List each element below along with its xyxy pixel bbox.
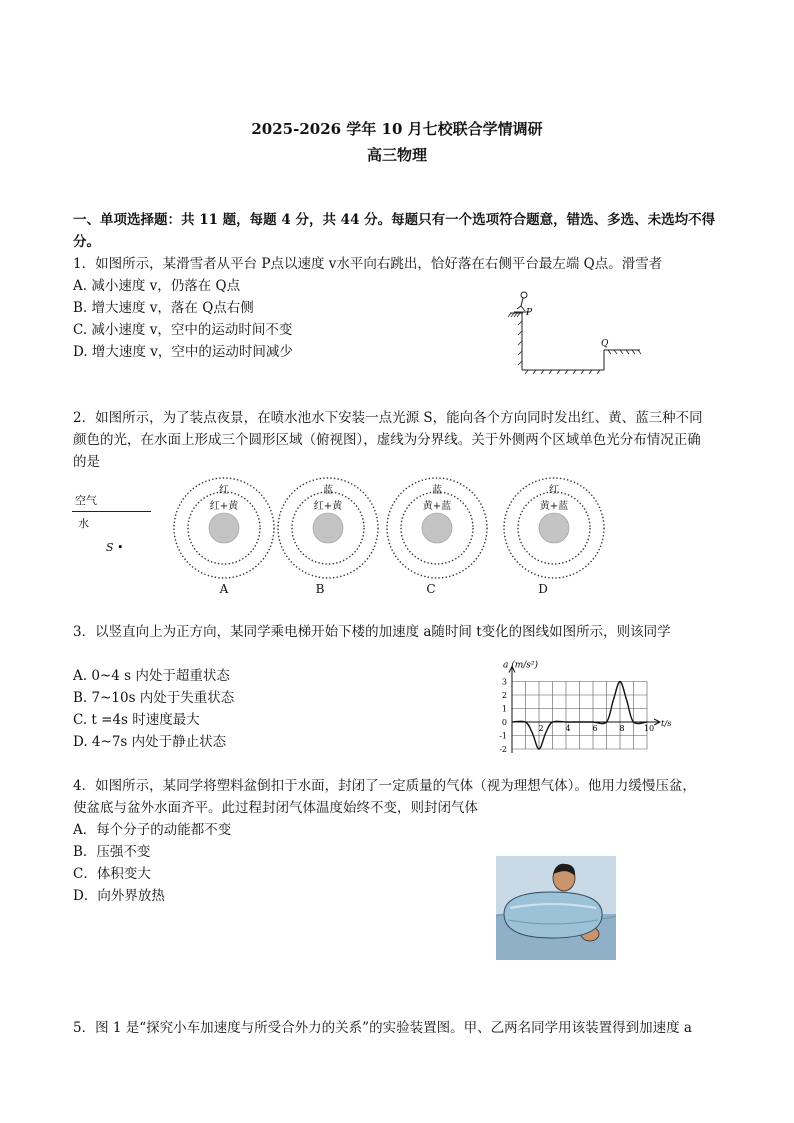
y-tick-label: 1 (501, 704, 507, 714)
acceleration-time-chart (490, 648, 680, 758)
q3-option-d: D. 4~7s 内处于静止状态 (73, 734, 227, 750)
q1-option-d: D. 增大速度 v，空中的运动时间减少 (73, 344, 293, 360)
y-tick-label: 3 (501, 677, 507, 687)
inner-ring-label: 黄+蓝 (422, 501, 452, 512)
q1-platform-diagram (500, 285, 650, 380)
section-heading-line1: 一、单项选择题：共 11 题，每题 4 分，共 44 分。每题只有一个选项符合题意，错选、多选、未选均不得 (73, 212, 716, 228)
x-tick-label: 4 (565, 724, 571, 733)
q3-option-a: A. 0~4 s 内处于超重状态 (73, 668, 230, 684)
inner-ring-label: 红+黄 (313, 501, 343, 512)
x-axis-label: t/s (661, 719, 672, 729)
inner-ring-label: 黄+蓝 (539, 501, 569, 512)
x-tick-label: 2 (538, 724, 544, 733)
label-p: P (526, 308, 533, 318)
person-head (553, 864, 575, 891)
y-tick-label: -1 (499, 731, 507, 741)
outer-ring-label: 红 (549, 485, 559, 496)
outer-ring-label: 红 (219, 485, 229, 496)
outer-ring-label: 蓝 (432, 485, 442, 496)
outer-ring-label: 蓝 (323, 485, 333, 496)
circle-figure-c (385, 476, 489, 580)
y-tick-label: 2 (501, 691, 507, 700)
exam-subject: 高三物理 (366, 146, 427, 164)
q1-option-a: A. 减小速度 v，仍落在 Q点 (73, 278, 241, 294)
x-tick-label: 8 (619, 724, 625, 733)
section-heading-line2: 分。 (73, 234, 100, 250)
q3-option-b: B. 7~10s 内处于失重状态 (73, 690, 235, 706)
q4-option-d: D．向外界放热 (73, 888, 165, 904)
q2-stem-line2: 颜色的光，在水面上形成三个圆形区域（俯视图），虚线为分界线。关于外侧两个区域单色光分布情况正确 (73, 432, 701, 448)
q1-option-b: B. 增大速度 v，落在 Q点右侧 (73, 300, 254, 316)
q3-option-c: C. t =4s 时速度最大 (73, 712, 200, 728)
y-tick-label: -2 (499, 745, 507, 754)
label-air: 空气 (75, 494, 97, 507)
inner-ring-label: 红+黄 (209, 501, 239, 512)
circle-figure-b (276, 476, 380, 580)
water-surface-line (72, 511, 151, 512)
q2-stem-line1: 2．如图所示，为了装点夜景，在喷水池水下安装一点光源 S，能向各个方向同时发出红、黄、蓝三种不同 (73, 410, 703, 426)
label-q: Q (601, 339, 609, 349)
q5-stem: 5．图 1 是“探究小车加速度与所受合外力的关系”的实验装置图。甲、乙两名同学用该装置得到加速度 a (73, 1020, 692, 1036)
y-axis-label: a (m/s²) (503, 660, 539, 671)
label-source: S • (106, 541, 124, 554)
y-tick-label: 0 (501, 718, 507, 727)
caption-c: C (426, 582, 436, 596)
exam-title: 2025-2026 学年 10 月七校联合学情调研 (251, 120, 543, 138)
q4-stem-line1: 4．如图所示，某同学将塑料盆倒扣于水面，封闭了一定质量的气体（视为理想气体）。他用力缓慢压盆， (73, 778, 696, 794)
plastic-basin (504, 892, 602, 938)
q1-stem: 1．如图所示，某滑雪者从平台 P点以速度 v水平向右跳出，恰好落在右侧平台最左端 Q点。滑雪者 (73, 256, 663, 272)
x-tick-label: 6 (592, 724, 598, 733)
caption-d: D (538, 582, 548, 596)
q2-stem-line3: 的是 (73, 454, 100, 470)
q4-option-a: A．每个分子的动能都不变 (73, 822, 232, 838)
q3-stem: 3．以竖直向上为正方向，某同学乘电梯开始下楼的加速度 a随时间 t变化的图线如图所示，则该同学 (73, 624, 671, 640)
q1-option-c: C. 减小速度 v，空中的运动时间不变 (73, 322, 293, 338)
circle-figure-a (172, 476, 276, 580)
basin-illustration (496, 856, 616, 960)
caption-b: B (315, 582, 325, 596)
q4-option-b: B．压强不变 (73, 844, 151, 860)
q4-option-c: C．体积变大 (73, 866, 151, 882)
x-tick-label: 10 (643, 724, 655, 733)
caption-a: A (219, 582, 229, 596)
circle-figure-d (502, 476, 606, 580)
label-water: 水 (78, 517, 89, 530)
q4-stem-line2: 使盆底与盆外水面齐平。此过程封闭气体温度始终不变，则封闭气体 (73, 800, 478, 816)
